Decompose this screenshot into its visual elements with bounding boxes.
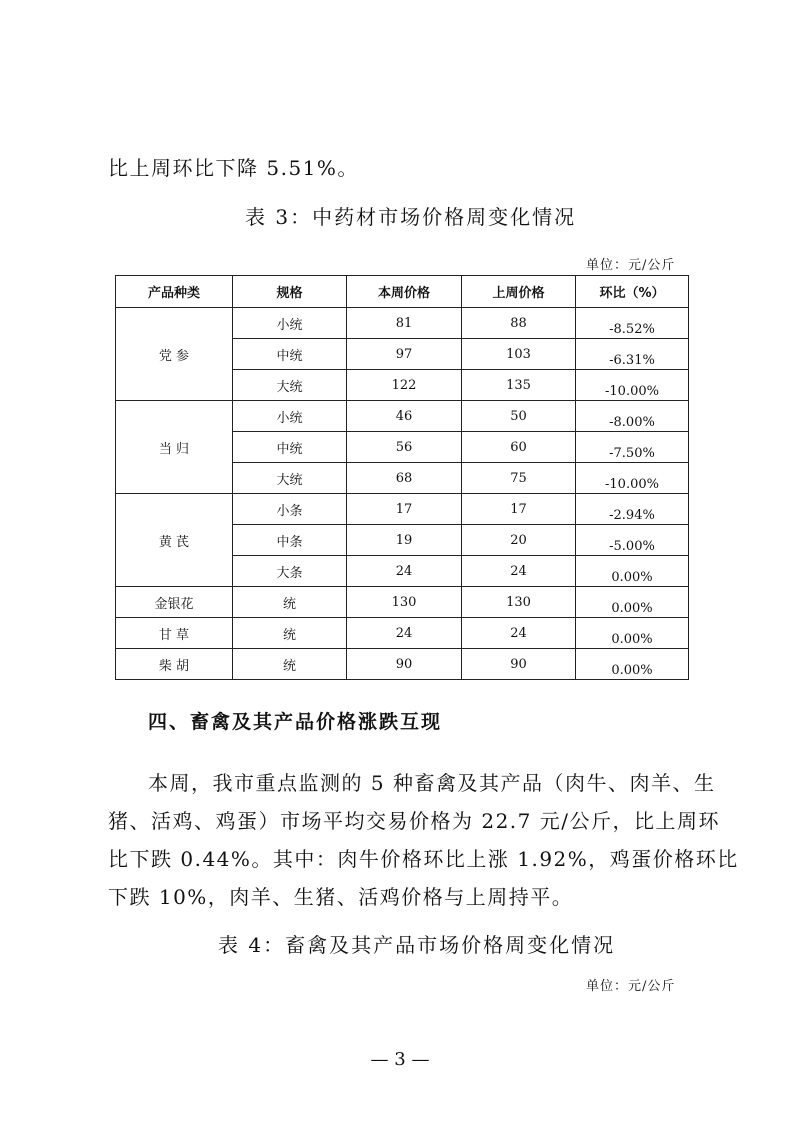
this-week-cell: 97 bbox=[347, 339, 462, 370]
change-cell: -7.50% bbox=[576, 432, 689, 463]
category-cell: 党 参 bbox=[116, 308, 233, 401]
spec-cell: 统 bbox=[233, 618, 347, 649]
table-row bbox=[116, 618, 689, 649]
spec-cell: 大条 bbox=[233, 556, 347, 587]
last-week-cell: 90 bbox=[462, 649, 576, 680]
category-cell: 柴 胡 bbox=[116, 649, 233, 680]
this-week-cell: 90 bbox=[347, 649, 462, 680]
table-row bbox=[116, 494, 689, 525]
header-change: 环比（%） bbox=[576, 276, 689, 308]
spec-cell: 中条 bbox=[233, 525, 347, 556]
category-cell: 黄 芪 bbox=[116, 494, 233, 587]
change-cell: -8.52% bbox=[576, 308, 689, 339]
this-week-cell: 24 bbox=[347, 556, 462, 587]
this-week-cell: 81 bbox=[347, 308, 462, 339]
header-spec: 规格 bbox=[233, 276, 347, 308]
category-cell: 金银花 bbox=[116, 587, 233, 618]
page-number: — 3 — bbox=[370, 1049, 430, 1070]
spec-cell: 统 bbox=[233, 587, 347, 618]
last-week-cell: 103 bbox=[462, 339, 576, 370]
category-cell: 甘 草 bbox=[116, 618, 233, 649]
spec-cell: 大统 bbox=[233, 370, 347, 401]
table-row bbox=[116, 401, 689, 432]
table-row bbox=[116, 587, 689, 618]
table-row bbox=[116, 649, 689, 680]
this-week-cell: 122 bbox=[347, 370, 462, 401]
this-week-cell: 130 bbox=[347, 587, 462, 618]
change-cell: -6.31% bbox=[576, 339, 689, 370]
last-week-cell: 24 bbox=[462, 618, 576, 649]
section4-paragraph-line: 比下跌 0.44%。其中：肉牛价格环比上涨 1.92%，鸡蛋价格环比 bbox=[108, 847, 739, 871]
spec-cell: 中统 bbox=[233, 339, 347, 370]
last-week-cell: 135 bbox=[462, 370, 576, 401]
header-this-week: 本周价格 bbox=[347, 276, 462, 308]
category-cell: 当 归 bbox=[116, 401, 233, 494]
table-header-row bbox=[116, 276, 689, 308]
this-week-cell: 46 bbox=[347, 401, 462, 432]
this-week-cell: 24 bbox=[347, 618, 462, 649]
this-week-cell: 56 bbox=[347, 432, 462, 463]
table4-caption: 表 4：畜禽及其产品市场价格周变化情况 bbox=[218, 933, 616, 957]
this-week-cell: 19 bbox=[347, 525, 462, 556]
spec-cell: 小统 bbox=[233, 401, 347, 432]
change-cell: -5.00% bbox=[576, 525, 689, 556]
last-week-cell: 130 bbox=[462, 587, 576, 618]
spec-cell: 统 bbox=[233, 649, 347, 680]
last-week-cell: 60 bbox=[462, 432, 576, 463]
spec-cell: 中统 bbox=[233, 432, 347, 463]
section4-heading: 四、畜禽及其产品价格涨跌互现 bbox=[148, 711, 443, 733]
change-cell: 0.00% bbox=[576, 618, 689, 649]
intro-line: 比上周环比下降 5.51%。 bbox=[108, 156, 359, 180]
section4-paragraph-line: 本周，我市重点监测的 5 种畜禽及其产品（肉牛、肉羊、生 bbox=[148, 771, 716, 795]
spec-cell: 小统 bbox=[233, 308, 347, 339]
last-week-cell: 88 bbox=[462, 308, 576, 339]
table3-price-table bbox=[115, 275, 689, 680]
spec-cell: 大统 bbox=[233, 463, 347, 494]
table3-unit: 单位：元/公斤 bbox=[586, 258, 676, 273]
header-last-week: 上周价格 bbox=[462, 276, 576, 308]
change-cell: 0.00% bbox=[576, 556, 689, 587]
last-week-cell: 75 bbox=[462, 463, 576, 494]
change-cell: 0.00% bbox=[576, 649, 689, 680]
change-cell: -8.00% bbox=[576, 401, 689, 432]
spec-cell: 小条 bbox=[233, 494, 347, 525]
last-week-cell: 20 bbox=[462, 525, 576, 556]
last-week-cell: 17 bbox=[462, 494, 576, 525]
table4-unit: 单位：元/公斤 bbox=[586, 979, 676, 994]
header-category: 产品种类 bbox=[116, 276, 233, 308]
change-cell: -10.00% bbox=[576, 370, 689, 401]
table3-caption: 表 3：中药材市场价格周变化情况 bbox=[245, 205, 577, 229]
change-cell: 0.00% bbox=[576, 587, 689, 618]
this-week-cell: 68 bbox=[347, 463, 462, 494]
last-week-cell: 24 bbox=[462, 556, 576, 587]
section4-paragraph-line: 下跌 10%，肉羊、生猪、活鸡价格与上周持平。 bbox=[108, 885, 574, 909]
change-cell: -10.00% bbox=[576, 463, 689, 494]
this-week-cell: 17 bbox=[347, 494, 462, 525]
change-cell: -2.94% bbox=[576, 494, 689, 525]
table-row bbox=[116, 308, 689, 339]
section4-paragraph-line: 猪、活鸡、鸡蛋）市场平均交易价格为 22.7 元/公斤，比上周环 bbox=[108, 809, 720, 833]
last-week-cell: 50 bbox=[462, 401, 576, 432]
